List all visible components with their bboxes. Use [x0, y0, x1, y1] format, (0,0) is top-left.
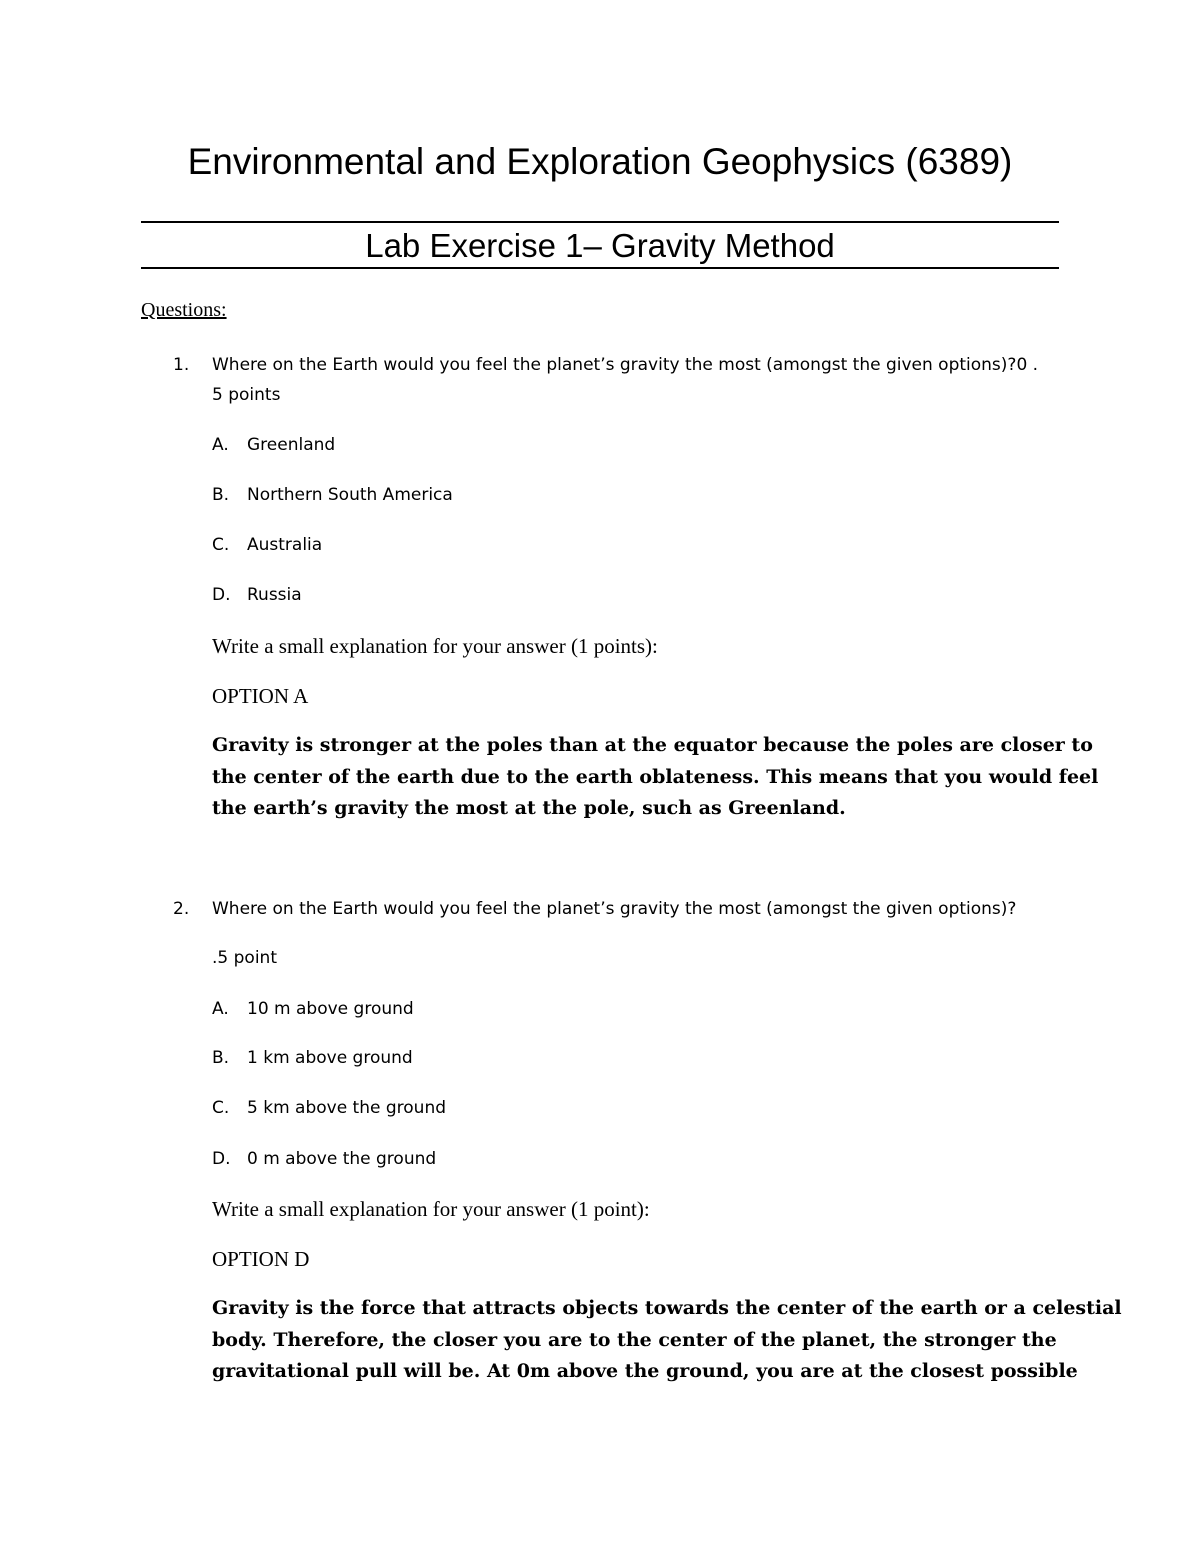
option-text: 10 m above ground — [247, 999, 414, 1019]
question-number: 1. — [173, 355, 190, 375]
explanation-prompt: Write a small explanation for your answer (1 points): — [212, 634, 658, 658]
option-letter: A. — [212, 435, 229, 455]
option-letter: B. — [212, 1048, 230, 1068]
course-title: Environmental and Exploration Geophysics (6389) — [187, 141, 1013, 182]
option-text: Greenland — [247, 435, 336, 455]
question-number: 2. — [173, 899, 190, 919]
question-prompt: Where on the Earth would you feel the planet’s gravity the most (amongst the given options)? — [212, 899, 1017, 919]
top-rule — [141, 221, 1059, 223]
option-text: 0 m above the ground — [247, 1149, 437, 1169]
option-letter: C. — [212, 1098, 230, 1118]
bottom-rule — [141, 267, 1059, 269]
option-letter: D. — [212, 585, 231, 605]
option-text: Northern South America — [247, 485, 453, 505]
option-text: 5 km above the ground — [247, 1098, 447, 1118]
answer-line: the center of the earth due to the earth oblateness. This means that you would feel — [212, 765, 1099, 788]
answer-line: Gravity is the force that attracts objects towards the center of the earth or a celestial — [212, 1297, 1122, 1319]
lab-title: Lab Exercise 1– Gravity Method — [365, 227, 835, 264]
answer-text — [212, 1293, 1122, 1388]
option-letter: D. — [212, 1149, 231, 1169]
option-letter: C. — [212, 535, 230, 555]
option-text: Australia — [247, 535, 323, 555]
answer-text — [212, 730, 1098, 825]
questions-heading: Questions: — [141, 299, 227, 321]
option-text: 1 km above ground — [247, 1048, 413, 1068]
option-text: Russia — [247, 585, 302, 605]
question-prompt: Where on the Earth would you feel the planet’s gravity the most (amongst the given options)?0 . — [212, 355, 1039, 375]
answer-label: OPTION D — [212, 1247, 310, 1271]
question-points: .5 point — [212, 948, 277, 968]
answer-line: Gravity is stronger at the poles than at the equator because the poles are closer to — [212, 734, 1093, 756]
answer-line: the earth’s gravity the most at the pole, such as Greenland. — [212, 797, 846, 819]
explanation-prompt: Write a small explanation for your answer (1 point): — [212, 1197, 650, 1221]
answer-line: gravitational pull will be. At 0m above the ground, you are at the closest possible — [212, 1360, 1078, 1382]
question-points: 5 points — [212, 385, 281, 405]
answer-line: body. Therefore, the closer you are to the center of the planet, the stronger the — [212, 1328, 1057, 1351]
answer-label: OPTION A — [212, 684, 309, 708]
option-letter: A. — [212, 999, 229, 1019]
option-letter: B. — [212, 485, 230, 505]
